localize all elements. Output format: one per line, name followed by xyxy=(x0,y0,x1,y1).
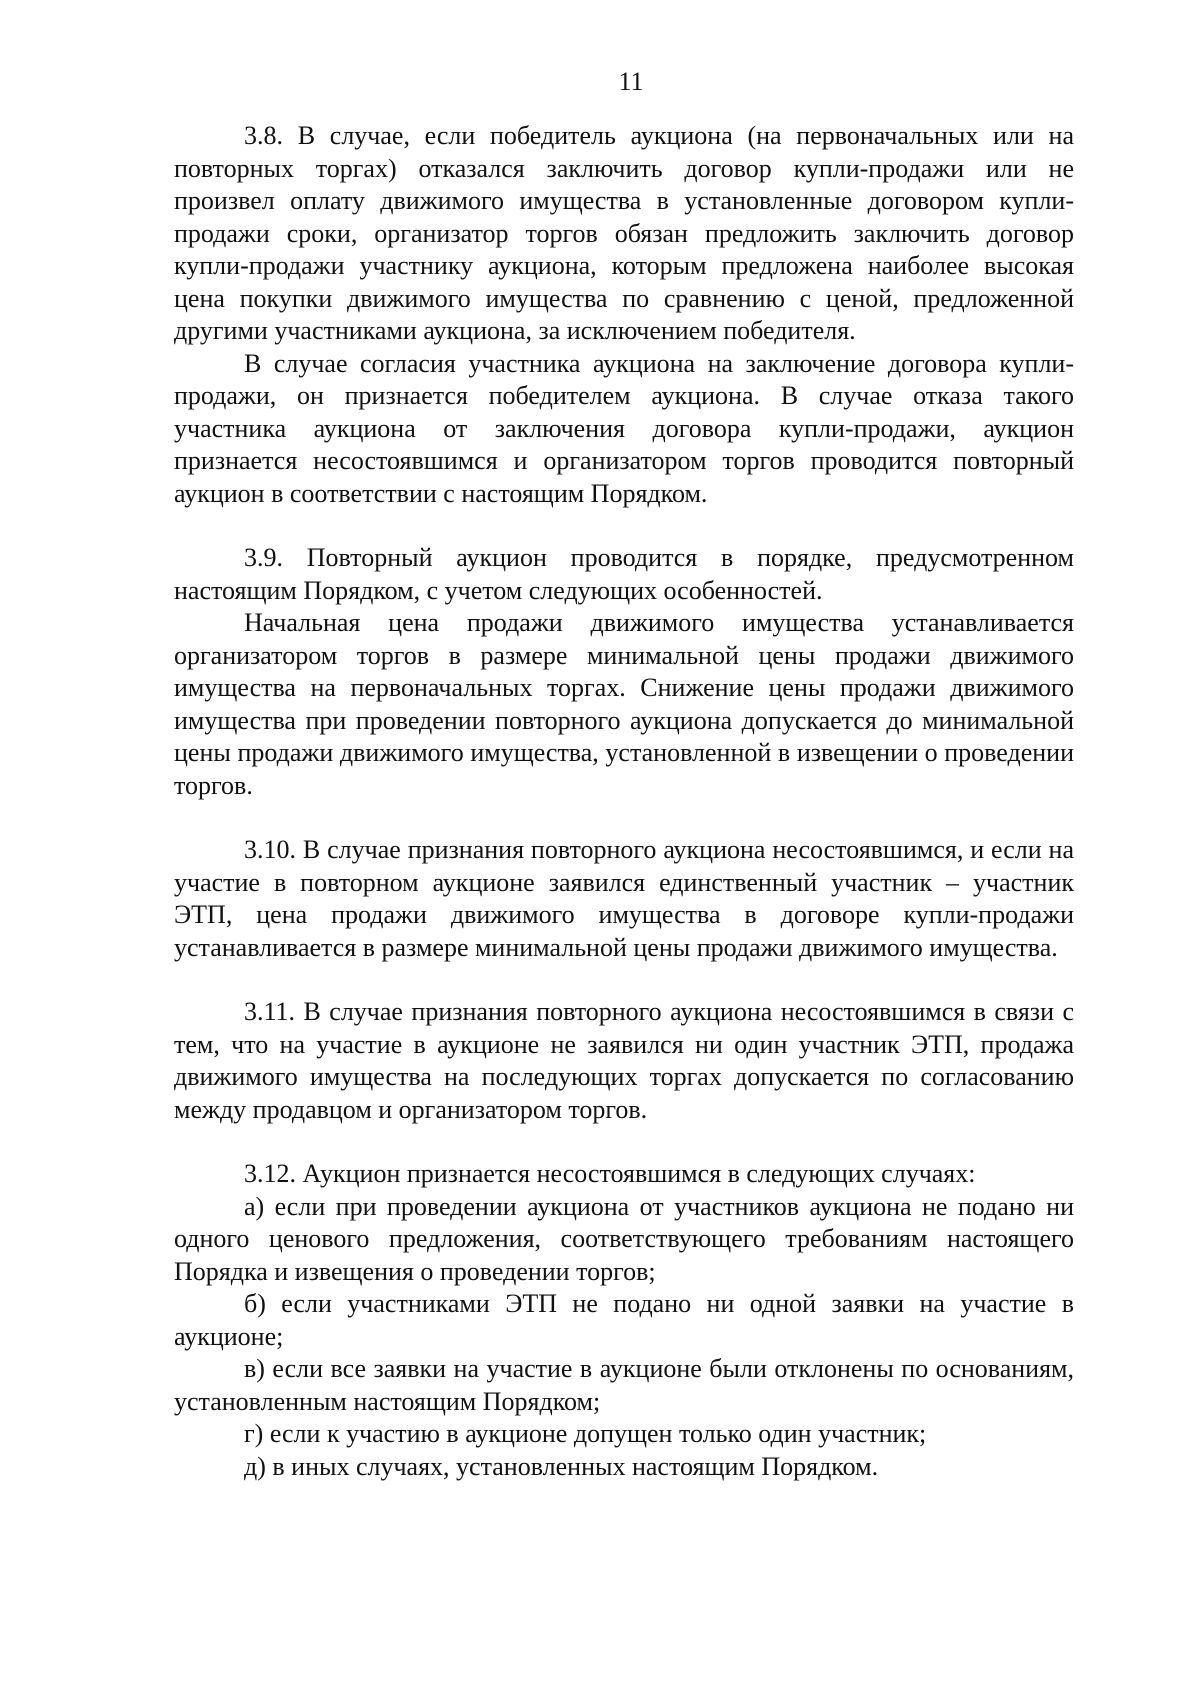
section-3-12 xyxy=(174,1158,1074,1483)
paragraph: 3.11. В случае признания повторного аукциона несостоявшимся в связи с тем, что на участие в аукционе не заявился ни один участник ЭТП, продажа движимого имущества на последующих торгах допускается по согласованию между продавцом и организатором торгов. xyxy=(174,997,1074,1124)
list-item-d: д) в иных случаях, установленных настоящим Порядком. xyxy=(244,1451,879,1481)
paragraph: В случае согласия участника аукциона на заключение договора купли-продажи, он признается победителем аукциона. В случае отказа такого участника аукциона от заключения договора купли-продажи, аукцион признается несостоявшимся и организатором торгов проводится повторный аукцион в соответствии с настоящим Порядком. xyxy=(174,348,1074,508)
section-3-8 xyxy=(174,120,1074,510)
paragraph: 3.10. В случае признания повторного аукциона несостоявшимся, и если на участие в повторном аукционе заявился единственный участник – участник ЭТП, цена продажи движимого имущества в договоре купли-продажи устанавливается в размере минимальной цены продажи движимого имущества. xyxy=(174,835,1074,962)
list-item-b: б) если участниками ЭТП не подано ни одной заявки на участие в аукционе; xyxy=(174,1289,1074,1351)
list-item-v: в) если все заявки на участие в аукционе были отклонены по основаниям, установленным настоящим Порядком; xyxy=(174,1354,1074,1416)
section-3-10 xyxy=(174,834,1074,964)
paragraph: 3.12. Аукцион признается несостоявшимся в следующих случаях: xyxy=(244,1159,976,1188)
paragraph: Начальная цена продажи движимого имущества устанавливается организатором торгов в размере минимальной цены продажи движимого имущества на первоначальных торгах. Снижение цены продажи движимого имущества при проведении повторного аукциона допускается до минимальной цены продажи движимого имущества, установленной в извещении о проведении торгов. xyxy=(174,608,1074,800)
list-item-a: а) если при проведении аукциона от участников аукциона не подано ни одного ценового предложения, соответствующего требованиям настоящего Порядка и извещения о проведении торгов; xyxy=(174,1191,1074,1286)
paragraph: 3.9. Повторный аукцион проводится в порядке, предусмотренном настоящим Порядком, с учетом следующих особенностей. xyxy=(174,543,1074,605)
section-3-9 xyxy=(174,542,1074,802)
list-item-g: г) если к участию в аукционе допущен только один участник; xyxy=(244,1419,927,1448)
section-3-11 xyxy=(174,996,1074,1126)
page-number: 11 xyxy=(618,67,644,96)
paragraph: 3.8. В случае, если победитель аукциона (на первоначальных или на повторных торгах) отказался заключить договор купли-продажи или не произвел оплату движимого имущества в установленные договором купли-продажи сроки, организатор торгов обязан предложить заключить договор купли-продажи участнику аукциона, которым предложена наиболее высокая цена покупки движимого имущества по сравнению с ценой, предложенной другими участниками аукциона, за исключением победителя. xyxy=(174,121,1074,345)
